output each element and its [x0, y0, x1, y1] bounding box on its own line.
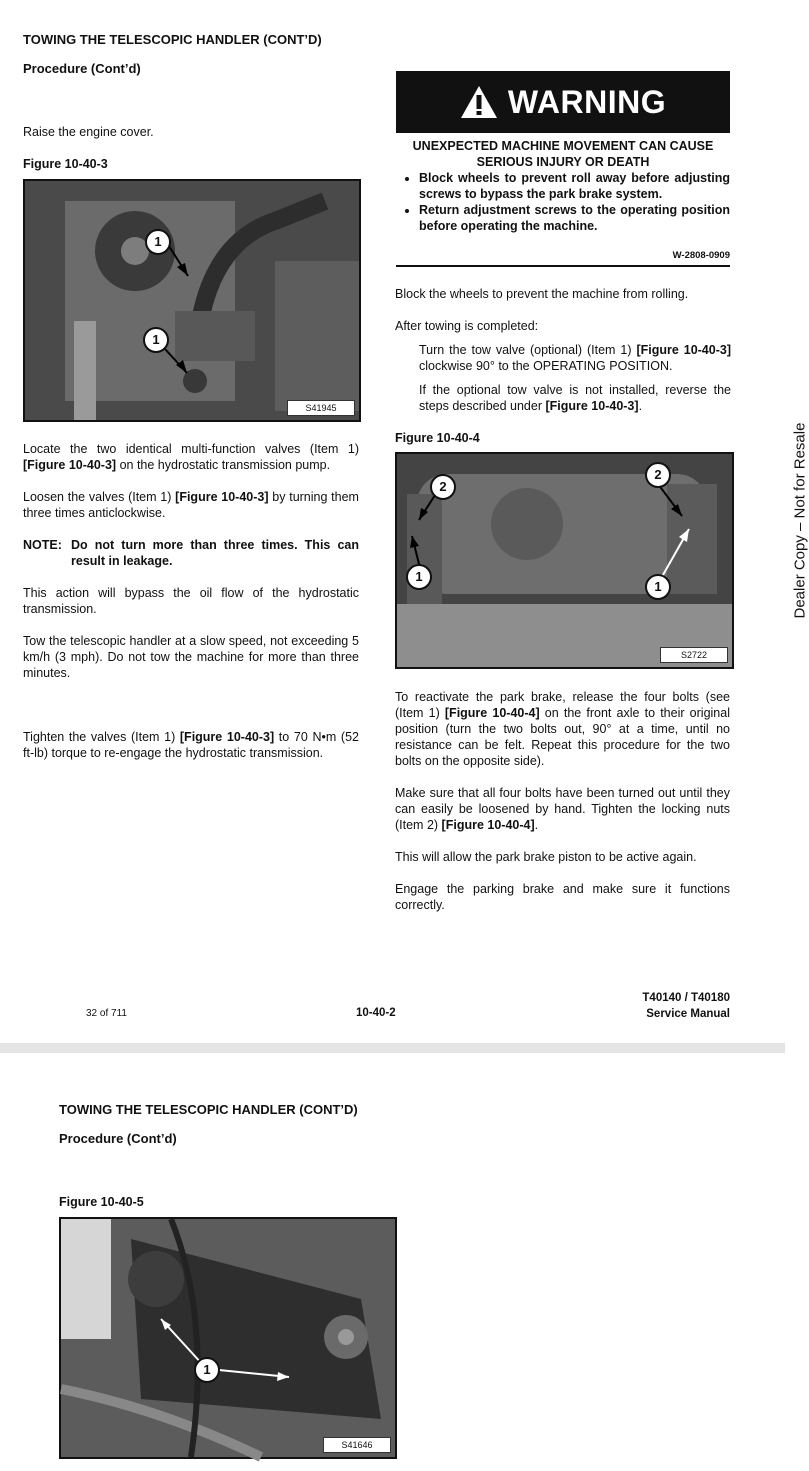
figure-label: Figure 10-40-4 [395, 431, 480, 445]
warning-item: • Return adjustment screws to the operating position before operating the machine. [419, 202, 730, 234]
warning-banner [396, 71, 730, 133]
paragraph-reverse-steps: If the optional tow valve is not installed, reverse the steps described under [Figure 10-40-3]. [419, 383, 731, 413]
warning-code: W-2808-0909 [672, 250, 730, 261]
side-watermark: Dealer Copy – Not for Resale [791, 422, 809, 619]
paragraph-bolts-loose: Make sure that all four bolts have been turned out until they can easily be loosened by hand. Tighten the locking nuts (Item 2) [Figure 10-40-4]. [395, 786, 730, 832]
warning-rule [396, 265, 730, 267]
figure-10-40-3 [23, 179, 361, 422]
warning-headline: UNEXPECTED MACHINE MOVEMENT CAN CAUSE SERIOUS INJURY OR DEATH [412, 139, 714, 169]
paragraph-reactivate-brake: To reactivate the park brake, release the four bolts (see (Item 1) [Figure 10-40-4] on the front axle to their original position (turn the two bolts out, 90° at a time, until no resistance can be felt. Repeat this procedure for the two bolts on the opposite side). [395, 690, 730, 768]
page-number: 10-40-2 [356, 1007, 396, 1019]
manual-name: Service Manual [646, 1008, 730, 1020]
paragraph-tow-valve: Turn the tow valve (optional) (Item 1) [Figure 10-40-3] clockwise 90° to the OPERATING POSITION. [419, 343, 731, 373]
figure-label: Figure 10-40-3 [23, 157, 108, 171]
figure-code: S2722 [660, 647, 728, 663]
figure-code: S41646 [323, 1437, 391, 1453]
figure-label: Figure 10-40-5 [59, 1195, 144, 1209]
paragraph-piston-active: This will allow the park brake piston to be active again. [395, 850, 697, 864]
callout-1: 1 [406, 564, 432, 590]
section-subtitle: Procedure (Cont’d) [59, 1131, 177, 1146]
paragraph-tighten-valves: Tighten the valves (Item 1) [Figure 10-40-3] to 70 N•m (52 ft-lb) torque to re-engage the hydrostatic transmission. [23, 730, 359, 760]
paragraph-bypass: This action will bypass the oil flow of the hydrostatic transmission. [23, 586, 359, 616]
warning-list [396, 170, 730, 234]
note: NOTE: Do not turn more than three times. This can result in leakage. [23, 538, 359, 568]
paragraph-locate-valves: Locate the two identical multi-function valves (Item 1) [Figure 10-40-3] on the hydrostatic transmission pump. [23, 442, 359, 472]
figure-code: S41945 [287, 400, 355, 416]
paragraph-loosen-valves: Loosen the valves (Item 1) [Figure 10-40-3] by turning them three times anticlockwise. [23, 490, 359, 520]
section-subtitle: Procedure (Cont’d) [23, 61, 141, 76]
page-separator [0, 1043, 785, 1053]
callout-1: 1 [645, 574, 671, 600]
warning-triangle-icon [460, 85, 498, 119]
callout-2: 2 [645, 462, 671, 488]
model-number: T40140 / T40180 [642, 992, 730, 1004]
warning-item: • Block wheels to prevent roll away before adjusting screws to bypass the park brake system. [419, 170, 730, 202]
page-title: TOWING THE TELESCOPIC HANDLER (CONT’D) [23, 32, 322, 47]
warning-title: WARNING [507, 83, 667, 120]
paragraph-block-wheels: Block the wheels to prevent the machine from rolling. [395, 287, 689, 301]
callout-1: 1 [194, 1357, 220, 1383]
callout-1: 1 [145, 229, 171, 255]
callout-2: 2 [430, 474, 456, 500]
page-title: TOWING THE TELESCOPIC HANDLER (CONT’D) [59, 1102, 358, 1117]
paragraph-tow-speed: Tow the telescopic handler at a slow speed, not exceeding 5 km/h (3 mph). Do not tow the machine for more than three minutes. [23, 634, 359, 680]
axle-bracket-photo [61, 1219, 395, 1457]
callout-1: 1 [143, 327, 169, 353]
figure-10-40-4 [395, 452, 734, 669]
instruction-raise-cover: Raise the engine cover. [23, 125, 154, 139]
hydrostatic-pump-photo [25, 181, 359, 420]
figure-10-40-5 [59, 1217, 397, 1459]
paragraph-engage-brake: Engage the parking brake and make sure it functions correctly. [395, 882, 730, 912]
page-count: 32 of 711 [86, 1008, 127, 1019]
paragraph-after-towing: After towing is completed: [395, 319, 539, 333]
